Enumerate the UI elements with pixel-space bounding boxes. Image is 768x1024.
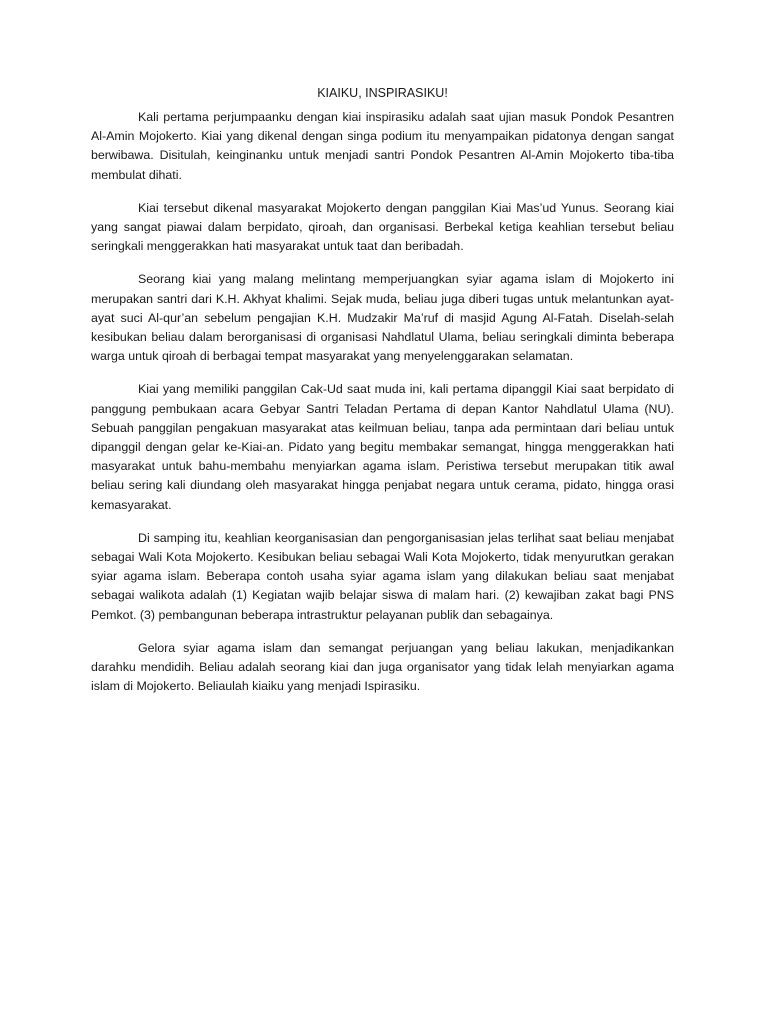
paragraph-6: Gelora syiar agama islam dan semangat perjuangan yang beliau lakukan, menjadikankan darahku mendidih. Beliau adalah seorang kiai dan juga organisator yang tidak lelah menyiarkan agama islam di Mojokerto. Beliaulah kiaiku yang menjadi Ispirasiku. <box>91 640 674 694</box>
paragraph-4: Kiai yang memiliki panggilan Cak-Ud saat muda ini, kali pertama dipanggil Kiai saat berpidato di panggung pembukaan acara Gebyar Santri Teladan Pertama di depan Kantor Nahdlatul Ulama (NU). Sebuah panggilan pengakuan masyarakat atas keilmuan beliau, tanpa ada permintaan dari beliau untuk dipanggil dengan gelar ke-Kiai-an. Pidato yang begitu membakar semangat, hingga menggerakkan hati masyarakat untuk bahu-membahu menyiarkan agama islam. Peristiwa tersebut merupakan titik awal beliau sering kali diundang oleh masyarakat hingga penjabat negara untuk cerama, pidato, hingga orasi kemasyarakat. <box>91 382 674 512</box>
paragraph-1: Kali pertama perjumpaanku dengan kiai inspirasiku adalah saat ujian masuk Pondok Pesantren Al-Amin Mojokerto. Kiai yang dikenal dengan singa podium itu menyampaikan pidatonya dengan sangat berwibawa. Disitulah, keinginanku untuk menjadi santri Pondok Pesantren Al-Amin Mojokerto tiba-tiba membulat dihati. <box>91 110 674 182</box>
document-page <box>91 84 674 710</box>
paragraph-3: Seorang kiai yang malang melintang memperjuangkan syiar agama islam di Mojokerto ini merupakan santri dari K.H. Akhyat khalimi. Sejak muda, beliau juga diberi tugas untuk melantunkan ayat-ayat suci Al-qur’an sebelum pengajian K.H. Mudzakir Ma’ruf di masjid Agung Al-Fatah. Diselah-selah kesibukan beliau dalam berorganisasi di organisasi Nahdlatul Ulama, beliau seringkali diminta beberapa warga untuk qiroah di berbagai tempat masyarakat yang menyelenggarakan selamatan. <box>91 272 674 364</box>
paragraph-5: Di samping itu, keahlian keorganisasian dan pengorganisasian jelas terlihat saat beliau menjabat sebagai Wali Kota Mojokerto. Kesibukan beliau sebagai Wali Kota Mojokerto, tidak menyurutkan gerakan syiar agama islam. Beberapa contoh usaha syiar agama islam yang dilakukan beliau saat menjabat sebagai walikota adalah (1) Kegiatan wajib belajar siswa di malam hari. (2) kewajiban zakat bagi PNS Pemkot. (3) pembangunan beberapa intrastruktur pelayanan publik dan sebagainya. <box>91 530 674 622</box>
document-title: KIAIKU, INSPIRASIKU! <box>317 86 448 100</box>
paragraph-2: Kiai tersebut dikenal masyarakat Mojokerto dengan panggilan Kiai Mas’ud Yunus. Seorang kiai yang sangat piawai dalam berpidato, qiroah, dan organisasi. Berbekal ketiga keahlian tersebut beliau seringkali menggerakkan hati masyarakat untuk taat dan beribadah. <box>91 200 674 254</box>
